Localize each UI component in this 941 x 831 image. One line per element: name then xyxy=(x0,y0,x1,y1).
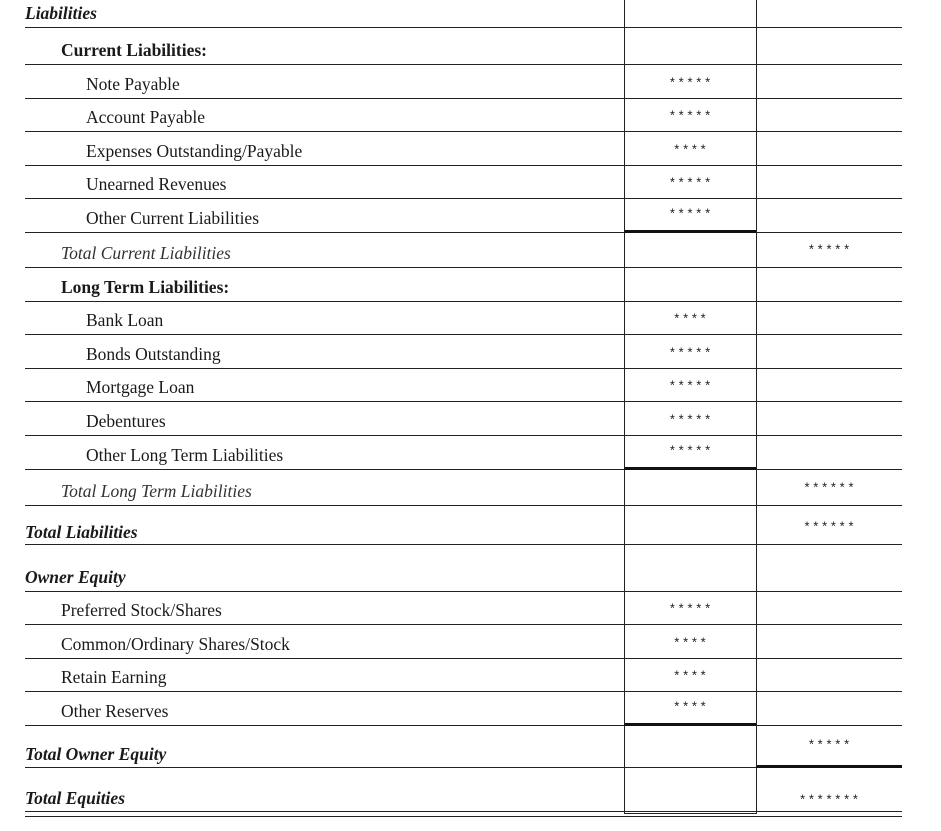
line-item-amount: ***** xyxy=(668,176,713,191)
table-row xyxy=(25,335,902,369)
line-item-amount: ***** xyxy=(668,346,713,361)
line-item-amount: ***** xyxy=(668,413,713,428)
total-owner-equity-row xyxy=(25,726,902,768)
current-liabilities-heading: Current Liabilities: xyxy=(61,40,207,60)
line-item-label: Note Payable xyxy=(86,74,180,94)
line-item-amount: **** xyxy=(672,636,709,651)
line-item-amount: **** xyxy=(672,669,709,684)
line-item-label: Other Reserves xyxy=(61,701,169,721)
line-item-label: Expenses Outstanding/Payable xyxy=(86,141,303,161)
table-row xyxy=(25,166,902,199)
total-liabilities-amount: ****** xyxy=(803,520,856,535)
line-item-amount: ***** xyxy=(668,444,713,459)
double-underline xyxy=(25,811,902,817)
total-equities-label: Total Equities xyxy=(25,788,126,808)
line-item-label: Bank Loan xyxy=(86,310,164,330)
total-liabilities-row xyxy=(25,506,902,545)
liabilities-heading: Liabilities xyxy=(25,3,97,23)
owner-equity-heading: Owner Equity xyxy=(25,567,126,587)
total-current-liabilities-amount: ***** xyxy=(807,243,852,258)
line-item-amount: ***** xyxy=(668,379,713,394)
total-long-term-liabilities-label: Total Long Term Liabilities xyxy=(61,481,252,501)
line-item-label: Debentures xyxy=(86,411,166,431)
total-long-term-liabilities-row xyxy=(25,470,902,506)
table-row xyxy=(25,199,902,233)
long-term-liabilities-heading: Long Term Liabilities: xyxy=(61,277,230,297)
total-equities-row xyxy=(25,768,902,813)
line-item-label: Other Current Liabilities xyxy=(86,208,260,228)
total-current-liabilities-row xyxy=(25,233,902,268)
table-row xyxy=(25,692,902,726)
line-item-amount: **** xyxy=(672,312,709,327)
total-current-liabilities-label: Total Current Liabilities xyxy=(61,243,231,263)
line-item-label: Common/Ordinary Shares/Stock xyxy=(61,634,290,654)
line-item-amount: ***** xyxy=(668,109,713,124)
line-item-label: Preferred Stock/Shares xyxy=(61,600,222,620)
line-item-amount: ***** xyxy=(668,207,713,222)
table-row xyxy=(25,592,902,625)
total-liabilities-label: Total Liabilities xyxy=(25,522,138,542)
table-row xyxy=(25,625,902,659)
table-row xyxy=(25,302,902,335)
table-row xyxy=(25,369,902,402)
line-item-amount: ***** xyxy=(668,602,713,617)
table-row xyxy=(25,402,902,436)
current-liabilities-heading-row xyxy=(25,28,902,65)
line-item-label: Account Payable xyxy=(86,107,206,127)
line-item-label: Other Long Term Liabilities xyxy=(86,445,284,465)
long-term-liabilities-heading-row xyxy=(25,268,902,302)
total-owner-equity-amount: ***** xyxy=(807,738,852,753)
line-item-label: Retain Earning xyxy=(61,667,167,687)
owner-equity-heading-row xyxy=(25,545,902,592)
table-row xyxy=(25,132,902,166)
table-row xyxy=(25,65,902,99)
table-row xyxy=(25,436,902,470)
total-long-term-liabilities-amount: ****** xyxy=(803,481,856,496)
line-item-label: Mortgage Loan xyxy=(86,377,195,397)
line-item-label: Unearned Revenues xyxy=(86,174,227,194)
liabilities-heading-row xyxy=(25,0,902,28)
line-item-amount: ***** xyxy=(668,76,713,91)
balance-sheet-liabilities-equity xyxy=(25,0,902,813)
line-item-amount: **** xyxy=(672,700,709,715)
total-equities-amount: ******* xyxy=(798,793,861,808)
table-row xyxy=(25,99,902,132)
table-row xyxy=(25,659,902,692)
line-item-label: Bonds Outstanding xyxy=(86,344,221,364)
line-item-amount: **** xyxy=(672,143,709,158)
total-owner-equity-label: Total Owner Equity xyxy=(25,744,167,764)
